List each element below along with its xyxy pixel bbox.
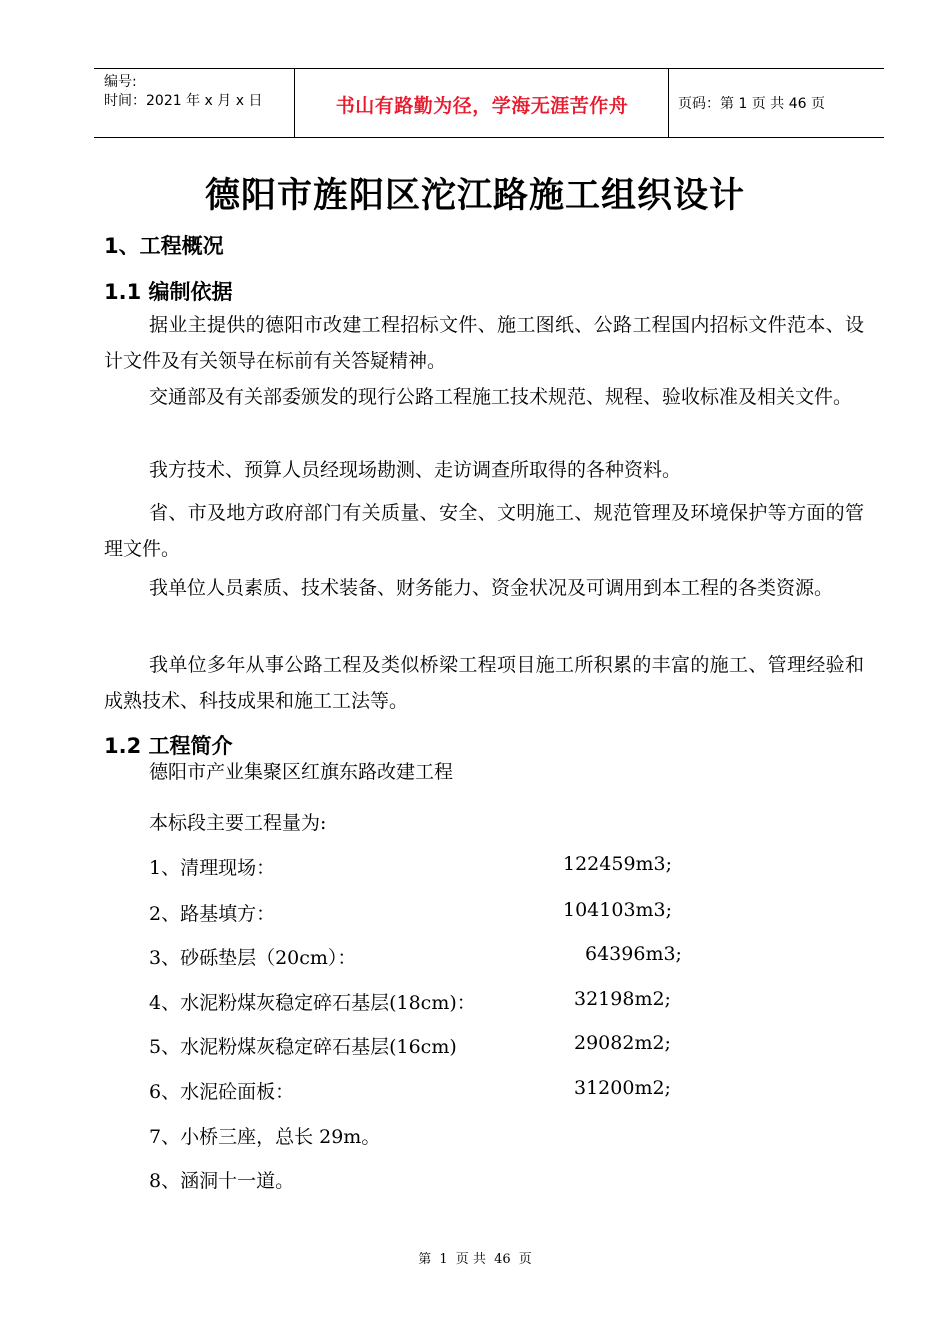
header-divider xyxy=(668,69,669,137)
header-page-number: 页码：第 1 页 共 46 页 xyxy=(678,96,825,112)
header-motto: 书山有路勤为径，学海无涯苦作舟 xyxy=(335,95,629,117)
page-header xyxy=(94,68,884,138)
paragraph: 交通部及有关部委颁发的现行公路工程施工技术规范、规程、验收标准及相关文件。 xyxy=(149,386,853,408)
paragraph: 我单位多年从事公路工程及类似桥梁工程项目施工所积累的丰富的施工、管理经验和成熟技术、科技成果和施工工法等。 xyxy=(104,654,864,712)
quantity-item-label: 1、清理现场： xyxy=(149,857,276,879)
quantity-item-value: 31200m2; xyxy=(574,1077,671,1099)
quantity-item-value: 104103m3; xyxy=(563,899,673,921)
quantity-item-label: 7、小桥三座，总长 29m。 xyxy=(149,1126,381,1148)
subsection-heading: 1.2 工程简介 xyxy=(104,734,233,758)
footer-page-prefix: 第 xyxy=(418,1252,432,1267)
quantity-item-value: 29082m2; xyxy=(574,1032,671,1054)
quantity-item-value: 122459m3; xyxy=(563,853,673,875)
document-title: 德阳市旌阳区沱江路施工组织设计 xyxy=(204,176,745,216)
footer-page-suffix: 页 xyxy=(518,1252,532,1267)
quantity-item-label: 4、水泥粉煤灰稳定碎石基层(18cm)： xyxy=(149,992,476,1014)
page-footer xyxy=(0,1248,950,1267)
footer-page-total: 46 xyxy=(494,1252,511,1267)
footer-page-mid: 页 共 xyxy=(455,1252,486,1267)
paragraph: 据业主提供的德阳市改建工程招标文件、施工图纸、公路工程国内招标文件范本、设计文件及有关领导在标前有关答疑精神。 xyxy=(104,314,864,372)
quantity-item-label: 6、水泥砼面板： xyxy=(149,1081,295,1103)
quantity-item-label: 2、路基填方： xyxy=(149,903,276,925)
quantity-item-value: 32198m2; xyxy=(574,988,671,1010)
paragraph: 省、市及地方政府部门有关质量、安全、文明施工、规范管理及环境保护等方面的管理文件。 xyxy=(104,502,864,560)
subsection-heading: 1.1 编制依据 xyxy=(104,280,233,304)
header-divider xyxy=(294,69,295,137)
time-label: 时间：2021 年 x 月 x 日 xyxy=(104,93,263,109)
quantity-item-value: 64396m3; xyxy=(585,943,682,965)
footer-page-number: 1 xyxy=(439,1252,448,1267)
quantity-item-label: 3、砂砾垫层（20cm）： xyxy=(149,947,357,969)
quantity-item-label: 8、涵洞十一道。 xyxy=(149,1170,295,1192)
paragraph: 我单位人员素质、技术装备、财务能力、资金状况及可调用到本工程的各类资源。 xyxy=(149,577,834,599)
paragraph: 我方技术、预算人员经现场勘测、走访调查所取得的各种资料。 xyxy=(149,459,682,481)
quantity-item-label: 5、水泥粉煤灰稳定碎石基层(16cm) xyxy=(149,1036,457,1058)
section-heading: 1、工程概况 xyxy=(104,234,224,258)
quantity-intro: 本标段主要工程量为: xyxy=(149,812,327,834)
doc-meta xyxy=(104,73,262,111)
number-label: 编号: xyxy=(104,74,137,90)
project-name: 德阳市产业集聚区红旗东路改建工程 xyxy=(149,761,454,783)
